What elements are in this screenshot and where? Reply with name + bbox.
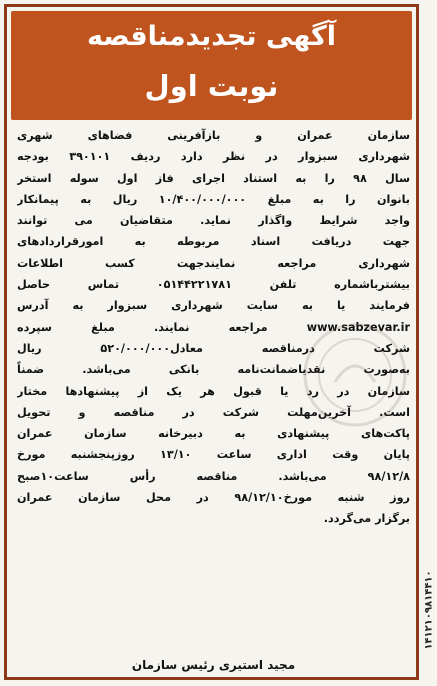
body-line: ۹۸/۱۲/۸ می‌باشد. مناقصه رأس ساعت۱۰صبح [17,469,410,483]
body-line: به‌صورت نقدیاضمانت‌نامه بانکی می‌باشد. ضمناً [17,363,410,377]
body-line: برگزار می‌گردد. [323,512,410,526]
body-line: است. آخرین‌مهلت شرکت در مناقصه و تحویل [17,405,410,419]
body-line: سازمان در رد یا قبول هر یک از پیشنهادها مختار [17,384,410,398]
body-line: جهت دریافت اسناد مربوطه به امورقراردادهای [17,235,410,249]
notice-body [17,125,410,530]
notice-frame [4,4,419,680]
body-line: فرمایند یا به سایت شهرداری سبزوار به آدرس [17,299,410,313]
notice-header [11,11,412,120]
body-line: پاکت‌های پیشنهادی به دبیرخانه سازمان عمران [17,427,410,441]
notice-title: آگهی تجدیدمناقصه [87,21,336,52]
notice-subtitle: نوبت اول [144,69,279,103]
body-line: سال ۹۸ را به استناد اجرای فاز اول سوله استخر [17,171,410,185]
body-line: شهرداری سبزوار در نظر دارد ردیف ۳۹۰۱۰۱ بودجه [17,150,410,164]
body-line: شهرداری مراجعه نمایندجهت کسب اطلاعات [17,256,410,270]
body-line: واجد شرایط واگذار نماید. متقاضیان می توانند [17,214,410,228]
body-line: بیشترباشماره تلفن ۰۵۱۴۴۲۲۱۷۸۱ تماس حاصل [17,278,410,292]
notice-signature: مجید استیری رئیس سازمان [131,658,296,672]
body-line: شرکت درمناقصه معادل۵۲۰/۰۰۰/۰۰۰ ریال [17,341,410,355]
body-line: پایان وقت اداری ساعت ۱۳/۱۰ روزپنجشنبه مورخ [17,448,410,462]
body-line: www.sabzevar.ir مراجعه نمایند. مبلغ سپرده [17,320,410,334]
body-line: روز شنبه مورخ۹۸/۱۲/۱۰ در محل سازمان عمران [17,491,410,505]
side-code [421,0,437,686]
side-code-text: ۱۴۱۲۱۰۹۸۱۴۴۱۰ [423,570,435,650]
body-line: سازمان عمران و بازآفرینی فضاهای شهری [17,129,410,142]
body-line: بانوان را به مبلغ ۱۰/۴۰۰/۰۰۰/۰۰۰ ریال به پیمانکار [17,192,410,206]
